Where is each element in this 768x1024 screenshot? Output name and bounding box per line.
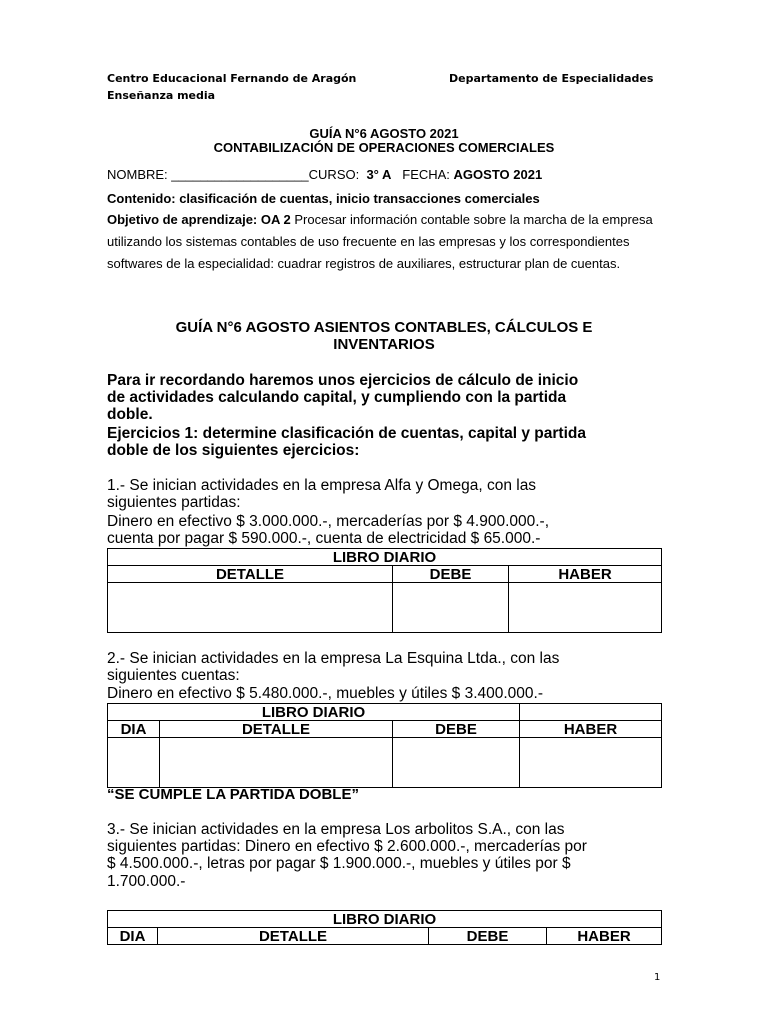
nombre-field: NOMBRE: ___________________ xyxy=(107,167,309,182)
ledger-title: LIBRO DIARIO xyxy=(108,911,662,928)
objetivo-paragraph xyxy=(107,209,662,275)
exercise-instructions: Ejercicios 1: determine clasificación de cuentas, capital y partida xyxy=(107,425,586,442)
col-haber: HABER xyxy=(547,928,662,945)
col-haber: HABER xyxy=(520,721,662,738)
ledger-cell[interactable] xyxy=(520,738,662,788)
exercise-2-text: siguientes cuentas: xyxy=(107,667,240,684)
exercise-3-text: 1.700.000.- xyxy=(107,873,186,890)
student-line xyxy=(107,167,542,182)
ledger-title: LIBRO DIARIO xyxy=(108,704,520,721)
fecha-value: AGOSTO 2021 xyxy=(453,167,543,182)
ledger-table-1 xyxy=(107,548,662,633)
fecha-label: FECHA: xyxy=(402,167,450,182)
exercise-2-text: Dinero en efectivo $ 5.480.000.-, muebles y útiles $ 3.400.000.- xyxy=(107,685,543,702)
ledger-cell[interactable] xyxy=(393,583,509,633)
col-detalle: DETALLE xyxy=(108,566,393,583)
col-haber: HABER xyxy=(509,566,662,583)
exercise-instructions: doble de los siguientes ejercicios: xyxy=(107,442,360,459)
col-debe: DEBE xyxy=(429,928,547,945)
exercise-3-text: $ 4.500.000.-, letras por pagar $ 1.900.000.-, muebles y útiles por $ xyxy=(107,855,571,872)
col-debe: DEBE xyxy=(393,721,520,738)
department-name: Departamento de Especialidades xyxy=(449,72,654,85)
curso-label: CURSO: xyxy=(308,167,360,182)
page-number: 1 xyxy=(654,972,661,983)
exercise-3-text: siguientes partidas: Dinero en efectivo $ 2.600.000.-, mercaderías por xyxy=(107,838,587,855)
partida-doble-note: “SE CUMPLE LA PARTIDA DOBLE” xyxy=(107,786,359,803)
exercise-1-text: cuenta por pagar $ 590.000.-, cuenta de electricidad $ 65.000.- xyxy=(107,530,541,547)
exercise-1-text: siguientes partidas: xyxy=(107,494,241,511)
guide-subtitle: CONTABILIZACIÓN DE OPERACIONES COMERCIALES xyxy=(213,140,555,155)
exercise-1-text: 1.- Se inician actividades en la empresa Alfa y Omega, con las xyxy=(107,477,537,494)
col-detalle: DETALLE xyxy=(158,928,429,945)
exercise-3-text: 3.- Se inician actividades en la empresa Los arbolitos S.A., con las xyxy=(107,821,565,838)
curso-value: 3° A xyxy=(366,167,392,182)
col-detalle: DETALLE xyxy=(160,721,393,738)
objetivo-text: Procesar información contable sobre la marcha de la empresa utilizando los sistemas contables de uso frecuente en las empresas y los correspondientes softwares de la especialidad: cuadrar registros de auxiliares, estructurar plan de cuentas. xyxy=(107,212,653,271)
col-dia: DIA xyxy=(108,928,158,945)
ledger-cell[interactable] xyxy=(108,738,160,788)
ledger-cell[interactable] xyxy=(393,738,520,788)
ledger-title: LIBRO DIARIO xyxy=(108,549,662,566)
education-level: Enseñanza media xyxy=(107,89,216,102)
ledger-cell[interactable] xyxy=(160,738,393,788)
ledger-cell[interactable] xyxy=(509,583,662,633)
guide-title: GUÍA N°6 AGOSTO 2021 xyxy=(309,126,459,141)
intro-line: doble. xyxy=(107,406,153,423)
intro-line: de actividades calculando capital, y cumpliendo con la partida xyxy=(107,389,567,406)
contenido: Contenido: clasificación de cuentas, inicio transacciones comerciales xyxy=(107,191,540,206)
col-debe: DEBE xyxy=(393,566,509,583)
section-title-line1: GUÍA N°6 AGOSTO ASIENTOS CONTABLES, CÁLCULOS E xyxy=(175,319,593,336)
intro-line: Para ir recordando haremos unos ejercicios de cálculo de inicio xyxy=(107,372,579,389)
exercise-2-text: 2.- Se inician actividades en la empresa La Esquina Ltda., con las xyxy=(107,650,560,667)
section-title-line2: INVENTARIOS xyxy=(333,336,435,353)
col-dia: DIA xyxy=(108,721,160,738)
ledger-cell[interactable] xyxy=(108,583,393,633)
objetivo-label: Objetivo de aprendizaje: OA 2 xyxy=(107,212,291,227)
school-name: Centro Educacional Fernando de Aragón xyxy=(107,72,357,85)
ledger-table-3 xyxy=(107,910,662,945)
exercise-1-text: Dinero en efectivo $ 3.000.000.-, mercaderías por $ 4.900.000.-, xyxy=(107,513,550,530)
ledger-title-empty xyxy=(520,704,662,721)
ledger-table-2 xyxy=(107,703,662,788)
